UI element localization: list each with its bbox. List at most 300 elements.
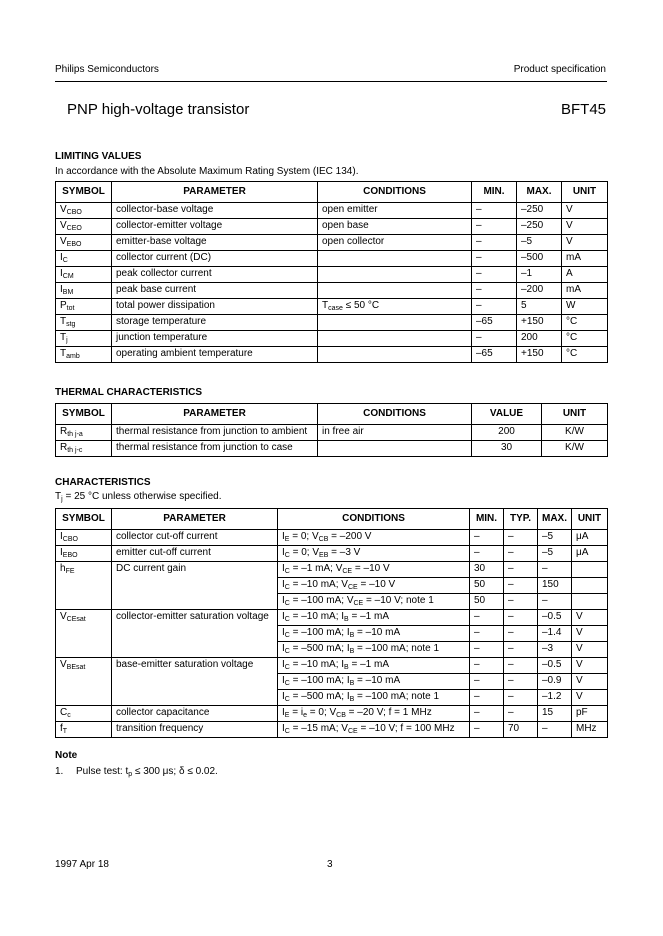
max-cell: –1: [517, 267, 562, 283]
min-cell: –: [472, 235, 517, 251]
condition-text: T: [322, 300, 329, 311]
condition-text: I: [282, 627, 285, 638]
conditions-cell: [278, 530, 470, 546]
table-row: [56, 658, 608, 674]
parameter-cell: operating ambient temperature: [112, 347, 318, 363]
symbol-text: I: [60, 268, 63, 279]
thermal-table: [55, 403, 608, 457]
parameter-cell: storage temperature: [112, 315, 318, 331]
symbol-subscript: tot: [66, 305, 75, 312]
unit-cell: V: [562, 235, 608, 251]
symbol-subscript: FE: [65, 568, 75, 575]
typ-cell: –: [504, 610, 538, 626]
conditions-cell: [318, 347, 472, 363]
intro-text: = 25 °C unless otherwise specified.: [62, 491, 222, 502]
condition-subscript: C: [284, 680, 290, 687]
max-cell: –5: [517, 235, 562, 251]
min-cell: 50: [470, 578, 504, 594]
table-row: [56, 299, 608, 315]
condition-text: = –100 mA; note 1: [354, 643, 440, 654]
parameter-cell: collector cut-off current: [112, 530, 278, 546]
symbol-subscript: C: [62, 257, 68, 264]
symbol-text: P: [60, 300, 67, 311]
table-row: [56, 235, 608, 251]
table-row: [56, 251, 608, 267]
conditions-cell: [318, 441, 472, 457]
min-cell: –: [472, 251, 517, 267]
max-cell: 15: [538, 706, 572, 722]
min-cell: 30: [470, 562, 504, 578]
table-row: [56, 706, 608, 722]
symbol-subscript: EBO: [66, 241, 82, 248]
typ-cell: –: [504, 530, 538, 546]
min-cell: –: [470, 626, 504, 642]
max-cell: –: [538, 562, 572, 578]
condition-text: I: [282, 547, 285, 558]
symbol-subscript: amb: [66, 353, 80, 360]
symbol-cell: [56, 530, 112, 546]
col-parameter: PARAMETER: [112, 509, 278, 530]
symbol-cell: [56, 267, 112, 283]
condition-text: = –100 mA; I: [289, 627, 350, 638]
condition-subscript: CE: [342, 568, 353, 575]
unit-cell: μA: [572, 546, 608, 562]
parameter-cell: peak collector current: [112, 267, 318, 283]
unit-cell: V: [572, 690, 608, 706]
max-cell: –5: [538, 546, 572, 562]
unit-cell: MHz: [572, 722, 608, 738]
characteristics-heading: CHARACTERISTICS: [55, 477, 151, 488]
conditions-cell: in free air: [318, 425, 472, 441]
condition-subscript: e: [303, 712, 307, 719]
symbol-cell: [56, 235, 112, 251]
symbol-cell: [56, 299, 112, 315]
condition-text: = –15 mA; V: [289, 723, 348, 734]
symbol-text: f: [60, 723, 63, 734]
condition-text: I: [282, 675, 285, 686]
condition-text: = 0; V: [289, 531, 319, 542]
typ-cell: –: [504, 594, 538, 610]
unit-cell: V: [572, 626, 608, 642]
intro-subscript: j: [61, 496, 63, 503]
table-row: [56, 425, 608, 441]
table-header-row: [56, 404, 608, 425]
min-cell: –: [472, 331, 517, 347]
condition-text: = –1 mA; V: [289, 563, 343, 574]
condition-text: = i: [289, 707, 304, 718]
parameter-cell: junction temperature: [112, 331, 318, 347]
condition-text: I: [282, 707, 285, 718]
condition-text: = –10 V: [352, 563, 390, 574]
min-cell: –: [470, 706, 504, 722]
symbol-cell: [56, 722, 112, 738]
symbol-cell: [56, 331, 112, 347]
conditions-cell: [318, 299, 472, 315]
conditions-cell: [278, 610, 470, 626]
unit-cell: mA: [562, 251, 608, 267]
condition-subscript: CE: [347, 584, 358, 591]
parameter-cell: collector-emitter saturation voltage: [112, 610, 278, 658]
conditions-cell: [278, 674, 470, 690]
symbol-cell: [56, 251, 112, 267]
condition-text: I: [282, 691, 285, 702]
conditions-cell: [318, 267, 472, 283]
col-parameter: PARAMETER: [112, 182, 318, 203]
condition-text: = 0; V: [306, 707, 337, 718]
conditions-cell: [278, 594, 470, 610]
note-text-part: Pulse test: t: [76, 766, 129, 777]
condition-subscript: B: [344, 616, 349, 623]
parameter-cell: collector capacitance: [112, 706, 278, 722]
col-unit: UNIT: [542, 404, 608, 425]
condition-subscript: CB: [318, 536, 329, 543]
unit-cell: V: [572, 674, 608, 690]
symbol-cell: [56, 706, 112, 722]
col-min: MIN.: [472, 182, 517, 203]
symbol-subscript: CBO: [62, 536, 78, 543]
condition-subscript: C: [284, 696, 290, 703]
min-cell: –: [472, 219, 517, 235]
min-cell: –: [472, 283, 517, 299]
condition-text: I: [282, 611, 285, 622]
conditions-cell: [278, 706, 470, 722]
conditions-cell: [318, 315, 472, 331]
conditions-cell: [278, 690, 470, 706]
conditions-cell: open collector: [318, 235, 472, 251]
condition-text: I: [282, 723, 285, 734]
col-value: VALUE: [472, 404, 542, 425]
condition-text: I: [282, 531, 285, 542]
condition-text: I: [282, 563, 285, 574]
symbol-cell: [56, 203, 112, 219]
col-conditions: CONDITIONS: [318, 404, 472, 425]
condition-subscript: case: [328, 305, 343, 312]
unit-cell: V: [562, 203, 608, 219]
min-cell: –: [470, 610, 504, 626]
condition-text: = –500 mA; I: [289, 691, 350, 702]
unit-cell: °C: [562, 331, 608, 347]
unit-cell: K/W: [542, 441, 608, 457]
parameter-cell: collector-emitter voltage: [112, 219, 318, 235]
min-cell: –: [470, 722, 504, 738]
max-cell: –0.5: [538, 610, 572, 626]
condition-subscript: E: [284, 536, 290, 543]
parameter-cell: peak base current: [112, 283, 318, 299]
symbol-text: V: [60, 659, 67, 670]
symbol-subscript: th j-c: [67, 447, 83, 454]
min-cell: 50: [470, 594, 504, 610]
value-cell: 30: [472, 441, 542, 457]
symbol-cell: [56, 562, 112, 610]
unit-cell: V: [572, 642, 608, 658]
condition-text: = –200 V: [328, 531, 372, 542]
condition-text: = –500 mA; I: [289, 643, 350, 654]
symbol-text: h: [60, 563, 66, 574]
table-row: [56, 347, 608, 363]
condition-text: = 0; V: [289, 547, 320, 558]
table-row: [56, 546, 608, 562]
col-conditions: CONDITIONS: [278, 509, 470, 530]
value-cell: 200: [472, 425, 542, 441]
max-cell: –1.4: [538, 626, 572, 642]
condition-subscript: EB: [319, 552, 329, 559]
condition-text: = –100 mA; I: [289, 675, 350, 686]
typ-cell: –: [504, 658, 538, 674]
unit-cell: pF: [572, 706, 608, 722]
condition-subscript: C: [284, 616, 290, 623]
typ-cell: –: [504, 626, 538, 642]
parameter-cell: DC current gain: [112, 562, 278, 610]
min-cell: –65: [472, 315, 517, 331]
page-number: 3: [327, 859, 333, 870]
condition-subscript: C: [284, 648, 290, 655]
typ-cell: –: [504, 674, 538, 690]
parameter-cell: transition frequency: [112, 722, 278, 738]
unit-cell: V: [572, 610, 608, 626]
parameter-cell: collector current (DC): [112, 251, 318, 267]
condition-text: = –10 mA; I: [289, 659, 345, 670]
symbol-subscript: CBO: [66, 209, 82, 216]
symbol-cell: [56, 658, 112, 706]
conditions-cell: open base: [318, 219, 472, 235]
parameter-cell: base-emitter saturation voltage: [112, 658, 278, 706]
typ-cell: –: [504, 562, 538, 578]
symbol-text: T: [60, 332, 67, 343]
condition-text: I: [282, 595, 285, 606]
note-subscript: p: [128, 771, 133, 778]
condition-text: = –1 mA: [348, 659, 390, 670]
table-row: [56, 441, 608, 457]
symbol-text: I: [60, 531, 63, 542]
col-min: MIN.: [470, 509, 504, 530]
company-name: Philips Semiconductors: [55, 64, 159, 75]
symbol-subscript: BM: [62, 289, 74, 296]
condition-subscript: E: [284, 712, 290, 719]
table-row: [56, 562, 608, 578]
min-cell: –65: [472, 347, 517, 363]
condition-subscript: C: [284, 632, 290, 639]
col-typ: TYP.: [504, 509, 538, 530]
col-symbol: SYMBOL: [56, 404, 112, 425]
condition-subscript: C: [284, 664, 290, 671]
symbol-cell: [56, 610, 112, 658]
symbol-subscript: T: [62, 728, 68, 735]
symbol-text: I: [60, 284, 63, 295]
symbol-text: V: [60, 611, 67, 622]
min-cell: –: [470, 674, 504, 690]
condition-text: I: [282, 579, 285, 590]
max-cell: 150: [538, 578, 572, 594]
typ-cell: –: [504, 642, 538, 658]
symbol-cell: [56, 546, 112, 562]
characteristics-intro: [55, 491, 221, 502]
unit-cell: mA: [562, 283, 608, 299]
typ-cell: –: [504, 706, 538, 722]
max-cell: –0.9: [538, 674, 572, 690]
symbol-text: T: [60, 348, 67, 359]
unit-cell: °C: [562, 315, 608, 331]
symbol-text: I: [60, 547, 63, 558]
page-title: PNP high-voltage transistor: [67, 101, 250, 118]
note-heading: Note: [55, 750, 78, 761]
symbol-cell: [56, 315, 112, 331]
symbol-text: R: [60, 426, 68, 437]
conditions-cell: [278, 626, 470, 642]
parameter-cell: emitter-base voltage: [112, 235, 318, 251]
condition-text: = –10 mA: [354, 675, 401, 686]
max-cell: +150: [517, 315, 562, 331]
max-cell: –250: [517, 203, 562, 219]
symbol-subscript: EBO: [62, 552, 78, 559]
conditions-cell: [278, 658, 470, 674]
limiting-values-table: [55, 181, 608, 363]
max-cell: –0.5: [538, 658, 572, 674]
limiting-values-intro: In accordance with the Absolute Maximum Rating System (IEC 134).: [55, 166, 359, 177]
document-type: Product specification: [513, 64, 606, 75]
table-header-row: [56, 182, 608, 203]
symbol-text: V: [60, 236, 67, 247]
max-cell: +150: [517, 347, 562, 363]
conditions-cell: [318, 251, 472, 267]
limiting-values-heading: LIMITING VALUES: [55, 151, 142, 162]
max-cell: –: [538, 722, 572, 738]
table-row: [56, 331, 608, 347]
max-cell: 5: [517, 299, 562, 315]
condition-subscript: CE: [353, 600, 364, 607]
condition-subscript: C: [284, 552, 290, 559]
condition-subscript: B: [349, 648, 355, 655]
col-conditions: CONDITIONS: [318, 182, 472, 203]
parameter-cell: thermal resistance from junction to case: [112, 441, 318, 457]
conditions-cell: [278, 562, 470, 578]
table-row: [56, 267, 608, 283]
thermal-heading: THERMAL CHARACTERISTICS: [55, 387, 203, 398]
col-parameter: PARAMETER: [112, 404, 318, 425]
max-cell: –3: [538, 642, 572, 658]
col-symbol: SYMBOL: [56, 509, 112, 530]
conditions-cell: [318, 331, 472, 347]
conditions-cell: [318, 283, 472, 299]
parameter-cell: total power dissipation: [112, 299, 318, 315]
symbol-subscript: stg: [66, 321, 76, 328]
parameter-cell: emitter cut-off current: [112, 546, 278, 562]
table-row: [56, 203, 608, 219]
condition-subscript: C: [284, 568, 290, 575]
unit-cell: [572, 594, 608, 610]
col-symbol: SYMBOL: [56, 182, 112, 203]
symbol-text: T: [60, 316, 67, 327]
symbol-text: V: [60, 204, 67, 215]
symbol-text: R: [60, 442, 68, 453]
table-row: [56, 315, 608, 331]
max-cell: –250: [517, 219, 562, 235]
unit-cell: W: [562, 299, 608, 315]
typ-cell: 70: [504, 722, 538, 738]
unit-cell: [572, 578, 608, 594]
symbol-cell: [56, 441, 112, 457]
condition-text: = –10 V: [357, 579, 396, 590]
characteristics-table: [55, 508, 608, 738]
table-row: [56, 722, 608, 738]
typ-cell: –: [504, 546, 538, 562]
conditions-cell: [278, 722, 470, 738]
conditions-cell: [278, 642, 470, 658]
condition-subscript: C: [284, 600, 290, 607]
typ-cell: –: [504, 578, 538, 594]
max-cell: –500: [517, 251, 562, 267]
symbol-subscript: c: [67, 712, 71, 719]
table-row: [56, 219, 608, 235]
min-cell: –: [470, 690, 504, 706]
symbol-text: I: [60, 252, 63, 263]
header-rule: [55, 81, 607, 82]
symbol-cell: [56, 283, 112, 299]
symbol-text: V: [60, 220, 67, 231]
condition-text: = –10 mA: [354, 627, 401, 638]
min-cell: –: [472, 267, 517, 283]
max-cell: –1.2: [538, 690, 572, 706]
symbol-subscript: BEsat: [66, 664, 86, 671]
condition-subscript: B: [344, 664, 349, 671]
symbol-subscript: j: [66, 337, 68, 344]
condition-subscript: B: [349, 632, 355, 639]
condition-text: = –100 mA; note 1: [354, 691, 440, 702]
condition-text: = –20 V; f = 1 MHz: [345, 707, 432, 718]
condition-text: = –3 V: [328, 547, 361, 558]
condition-text: = –1 mA: [348, 611, 390, 622]
min-cell: –: [470, 658, 504, 674]
col-max: MAX.: [517, 182, 562, 203]
min-cell: –: [470, 642, 504, 658]
parameter-cell: thermal resistance from junction to ambient: [112, 425, 318, 441]
min-cell: –: [470, 546, 504, 562]
symbol-subscript: CM: [62, 273, 74, 280]
condition-text: = –10 V; note 1: [363, 595, 434, 606]
unit-cell: V: [562, 219, 608, 235]
max-cell: –: [538, 594, 572, 610]
condition-subscript: B: [349, 696, 355, 703]
conditions-cell: open emitter: [318, 203, 472, 219]
unit-cell: K/W: [542, 425, 608, 441]
table-header-row: [56, 509, 608, 530]
condition-text: = –10 V; f = 100 MHz: [357, 723, 455, 734]
note-text: [76, 766, 218, 777]
symbol-subscript: CEsat: [66, 616, 86, 623]
max-cell: –5: [538, 530, 572, 546]
typ-cell: –: [504, 690, 538, 706]
col-unit: UNIT: [572, 509, 608, 530]
symbol-cell: [56, 347, 112, 363]
footer-date: 1997 Apr 18: [55, 859, 109, 870]
note-text-part: ≤ 300 μs; δ ≤ 0.02.: [132, 766, 218, 777]
symbol-text: C: [60, 707, 68, 718]
min-cell: –: [472, 299, 517, 315]
symbol-subscript: th j-a: [67, 431, 83, 438]
unit-cell: °C: [562, 347, 608, 363]
condition-subscript: C: [284, 728, 290, 735]
table-row: [56, 283, 608, 299]
table-row: [56, 530, 608, 546]
intro-text: T: [55, 491, 62, 502]
unit-cell: A: [562, 267, 608, 283]
condition-subscript: B: [349, 680, 355, 687]
conditions-cell: [278, 578, 470, 594]
condition-text: I: [282, 643, 285, 654]
condition-text: ≤ 50 °C: [342, 300, 380, 311]
unit-cell: V: [572, 658, 608, 674]
condition-text: I: [282, 659, 285, 670]
note-number: 1.: [55, 766, 64, 777]
